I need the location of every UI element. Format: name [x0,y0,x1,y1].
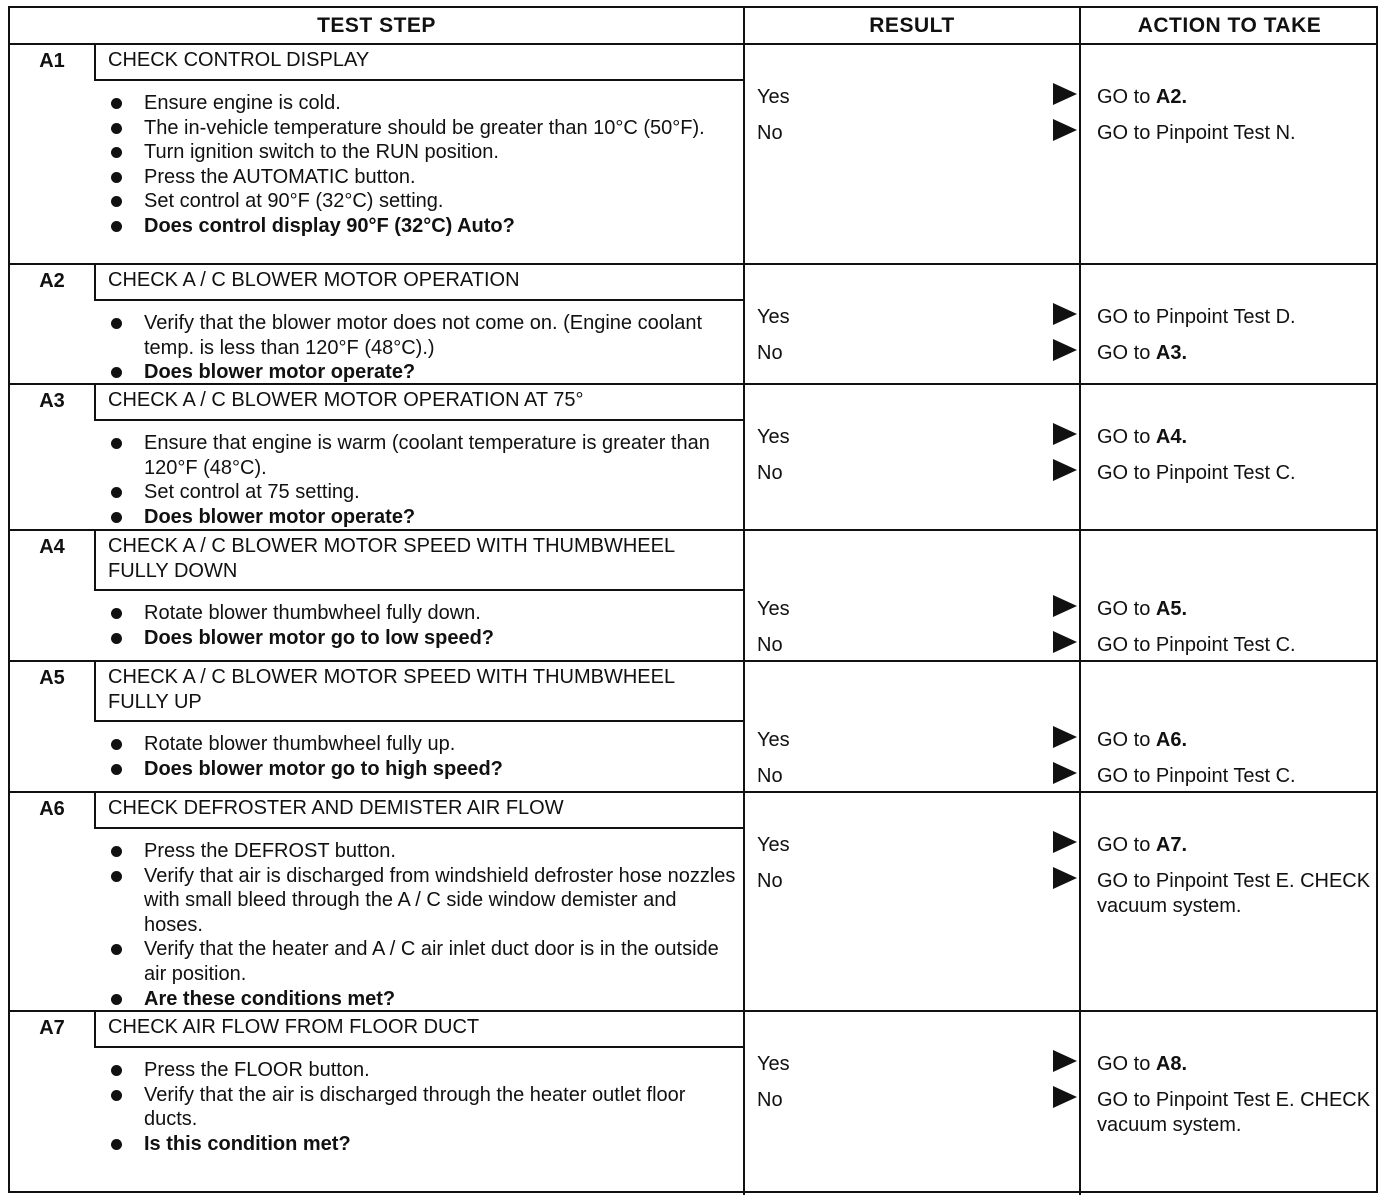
action-yes-text: GO to [1097,426,1156,448]
action-no [1097,869,1373,919]
action-yes [1097,305,1373,330]
action-no [1097,633,1373,658]
result-cell [743,265,1081,383]
step-question: Does blower motor operate? [94,360,743,385]
step-row [10,45,1376,265]
step-body [94,91,743,239]
arrow-right-icon [1053,867,1077,889]
step-id: A2 [39,270,65,292]
action-yes-text: GO to [1097,598,1156,620]
step-title: CHECK DEFROSTER AND DEMISTER AIR FLOW [94,793,743,829]
result-no: No [757,634,783,656]
step-row [10,385,1376,531]
arrow-right-icon [1053,631,1077,653]
step-id: A1 [39,50,65,72]
step-question: Does blower motor operate? [94,505,743,530]
action-yes-target: A5. [1155,598,1188,620]
result-no: No [757,342,783,364]
action-yes [1097,728,1373,753]
step-id: A3 [39,390,65,412]
action-yes-text: GO to Pinpoint Test D. [1097,306,1296,328]
action-cell [1079,531,1378,660]
step-question: Does blower motor go to low speed? [94,626,743,651]
action-yes [1097,425,1373,450]
step-question: Does blower motor go to high speed? [94,757,743,782]
action-yes-target: A2. [1155,86,1188,108]
action-no-text: GO to Pinpoint Test C. [1097,462,1296,484]
step-title: CHECK A / C BLOWER MOTOR SPEED WITH THUMBWHEEL FULLY DOWN [94,531,743,591]
step-bullet: Press the FLOOR button. [94,1058,743,1083]
step-row [10,793,1376,1012]
step-bullet: Verify that the heater and A / C air inlet duct door is in the outside air position. [94,937,743,986]
step-bullet: Verify that air is discharged from windshield defroster hose nozzles with small bleed through the A / C side window demister and hoses. [94,864,743,938]
step-bullet: Verify that the air is discharged through the heater outlet floor ducts. [94,1083,743,1132]
action-yes-target: A7. [1155,834,1188,856]
step-title: CHECK AIR FLOW FROM FLOOR DUCT [94,1012,743,1048]
step-id: A4 [39,536,65,558]
result-no: No [757,462,783,484]
result-yes: Yes [757,306,790,328]
arrow-right-icon [1053,762,1077,784]
action-no [1097,1088,1373,1138]
result-cell [743,1012,1081,1195]
step-bullet: Ensure that engine is warm (coolant temperature is greater than 120°F (48°C). [94,431,743,480]
arrow-right-icon [1053,119,1077,141]
step-body [94,1058,743,1156]
action-no-text: GO to Pinpoint Test C. [1097,765,1296,787]
action-cell [1079,793,1378,1010]
step-bullet: Set control at 90°F (32°C) setting. [94,189,743,214]
action-no-text: GO to Pinpoint Test E. CHECK vacuum system. [1097,1089,1371,1136]
step-id: A7 [39,1017,65,1039]
step-row [10,265,1376,385]
step-question: Are these conditions met? [94,987,743,1012]
step-row [10,531,1376,662]
action-yes-text: GO to [1097,86,1156,108]
action-yes-text: GO to [1097,1053,1156,1075]
action-yes-target: A6. [1155,729,1188,751]
step-title: CHECK A / C BLOWER MOTOR SPEED WITH THUMBWHEEL FULLY UP [94,662,743,722]
result-no: No [757,870,783,892]
action-yes [1097,85,1373,110]
action-no [1097,764,1373,789]
step-bullet: Set control at 75 setting. [94,480,743,505]
arrow-right-icon [1053,423,1077,445]
arrow-right-icon [1053,595,1077,617]
action-cell [1079,1012,1378,1195]
action-no-text: GO to Pinpoint Test C. [1097,634,1296,656]
action-yes-target: A4. [1155,426,1188,448]
header-test-step: TEST STEP [10,8,743,45]
header-result [743,8,1079,45]
diagnostic-table [8,6,1378,1193]
action-no [1097,121,1373,146]
step-body [94,431,743,529]
step-title: CHECK CONTROL DISPLAY [94,45,743,81]
result-yes: Yes [757,729,790,751]
step-bullet: Turn ignition switch to the RUN position. [94,140,743,165]
step-bullet: Press the DEFROST button. [94,839,743,864]
action-cell [1079,45,1378,263]
arrow-right-icon [1053,339,1077,361]
step-question: Does control display 90°F (32°C) Auto? [94,214,743,239]
action-yes-target: A8. [1155,1053,1188,1075]
arrow-right-icon [1053,726,1077,748]
step-bullet: Ensure engine is cold. [94,91,743,116]
step-row [10,1012,1376,1195]
result-cell [743,531,1081,660]
arrow-right-icon [1053,1086,1077,1108]
result-yes: Yes [757,86,790,108]
step-body [94,839,743,1011]
result-cell [743,793,1081,1010]
arrow-right-icon [1053,459,1077,481]
step-bullet: Press the AUTOMATIC button. [94,165,743,190]
result-yes: Yes [757,1053,790,1075]
action-cell [1079,662,1378,791]
action-yes [1097,1052,1373,1077]
result-cell [743,385,1081,529]
action-no-target: A3. [1155,342,1188,364]
step-bullet: Rotate blower thumbwheel fully down. [94,601,743,626]
action-yes-text: GO to [1097,834,1156,856]
arrow-right-icon [1053,831,1077,853]
step-title: CHECK A / C BLOWER MOTOR OPERATION [94,265,743,301]
arrow-right-icon [1053,303,1077,325]
result-no: No [757,1089,783,1111]
arrow-right-icon [1053,83,1077,105]
action-yes [1097,833,1373,858]
result-yes: Yes [757,598,790,620]
step-bullet: The in-vehicle temperature should be greater than 10°C (50°F). [94,116,743,141]
result-cell [743,662,1081,791]
step-body [94,732,743,781]
step-id: A6 [39,798,65,820]
action-cell [1079,385,1378,529]
action-no [1097,341,1373,366]
action-no-text: GO to [1097,342,1156,364]
action-yes-text: GO to [1097,729,1156,751]
step-title: CHECK A / C BLOWER MOTOR OPERATION AT 75° [94,385,743,421]
result-no: No [757,122,783,144]
step-body [94,311,743,385]
result-cell [743,45,1081,263]
action-cell [1079,265,1378,383]
action-yes [1097,597,1373,622]
step-body [94,601,743,650]
action-no [1097,461,1373,486]
step-bullet: Rotate blower thumbwheel fully up. [94,732,743,757]
step-row [10,662,1376,793]
result-no: No [757,765,783,787]
arrow-right-icon [1053,1050,1077,1072]
header-action: ACTION TO TAKE [1079,8,1378,45]
result-yes: Yes [757,426,790,448]
result-yes: Yes [757,834,790,856]
step-bullet: Verify that the blower motor does not come on. (Engine coolant temp. is less than 120°F (48°C).) [94,311,743,360]
step-question: Is this condition met? [94,1132,743,1157]
action-no-text: GO to Pinpoint Test E. CHECK vacuum system. [1097,870,1371,917]
action-no-text: GO to Pinpoint Test N. [1097,122,1296,144]
header-result-label: RESULT [869,13,955,37]
step-id: A5 [39,667,65,689]
